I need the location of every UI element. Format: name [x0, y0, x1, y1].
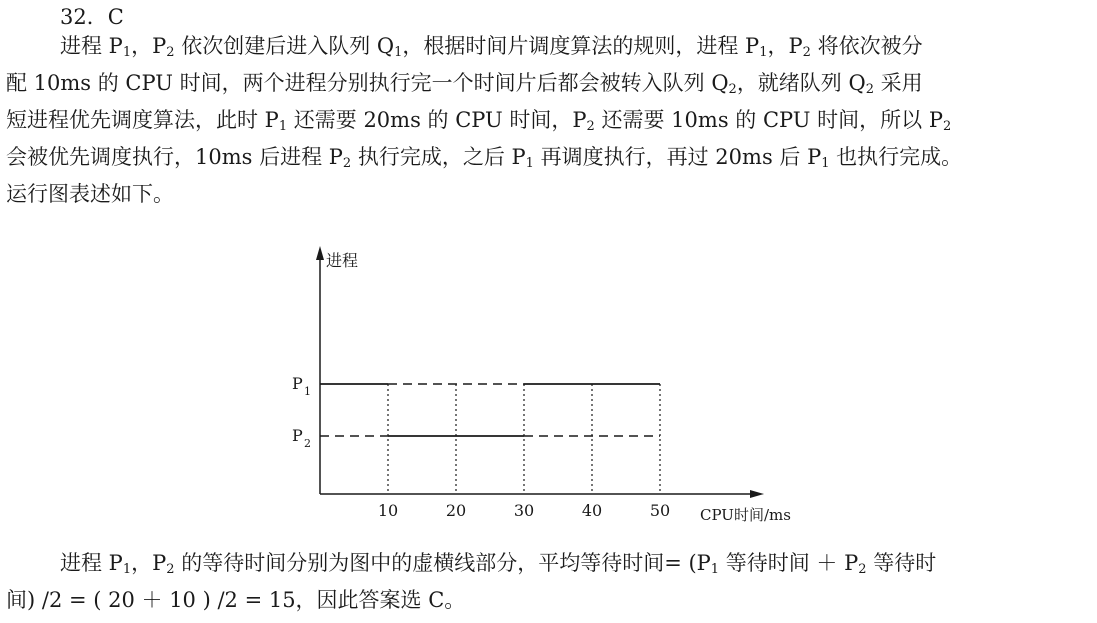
chart-process-lines	[320, 384, 660, 436]
explanation-line: 配 10ms 的 CPU 时间，两个进程分别执行完一个时间片后都会被转入队列 $Q_2$，就绪队列 $Q_2$ 采用	[6, 71, 923, 97]
x-tick-label: 40	[581, 501, 603, 520]
explanation-line: 会被优先调度执行，10ms 后进程 $P_2$ 执行完成，之后 $P_1$ 再调度执行，再过 20ms 后 $P_1$ 也执行完成。	[6, 145, 963, 171]
process-label: P	[292, 426, 303, 445]
process-label-subscript: 2	[304, 437, 311, 450]
chart-labels	[292, 251, 791, 524]
explanation-line: 进程 $P_1$，$P_2$ 依次创建后进入队列 $Q_1$，根据时间片调度算法的规则，进程 $P_1$，$P_2$ 将依次被分	[60, 34, 923, 60]
process-label-subscript: 1	[304, 385, 311, 398]
x-tick-label: 30	[513, 501, 535, 520]
y-axis-arrow	[316, 246, 324, 260]
x-axis-label: CPU时间/ms	[700, 506, 791, 524]
x-tick-label: 20	[445, 501, 467, 520]
x-axis-arrow	[750, 490, 764, 498]
question-number: 32．	[60, 5, 108, 29]
conclusion-paragraph	[6, 545, 1091, 619]
conclusion-line: 进程 $P_1$，$P_2$ 的等待时间分别为图中的虚横线部分，平均等待时间= ($P_1$ 等待时间 ＋ $P_2$ 等待时	[60, 551, 937, 577]
conclusion-line: 间) /2 = ( 20 ＋ 10 ) /2 = 15，因此答案选 C。	[6, 588, 466, 612]
chart-axes	[316, 246, 764, 498]
chart-vertical-guides	[388, 384, 660, 494]
answer-choice: C	[107, 5, 124, 29]
process-label: P	[292, 374, 303, 393]
x-tick-label: 10	[377, 501, 399, 520]
explanation-line: 运行图表述如下。	[6, 182, 174, 206]
x-tick-label: 50	[649, 501, 671, 520]
explanation-line: 短进程优先调度算法，此时 $P_1$ 还需要 20ms 的 CPU 时间，$P_2$ 还需要 10ms 的 CPU 时间，所以 $P_2$	[6, 108, 952, 134]
y-axis-label: 进程	[326, 251, 359, 270]
